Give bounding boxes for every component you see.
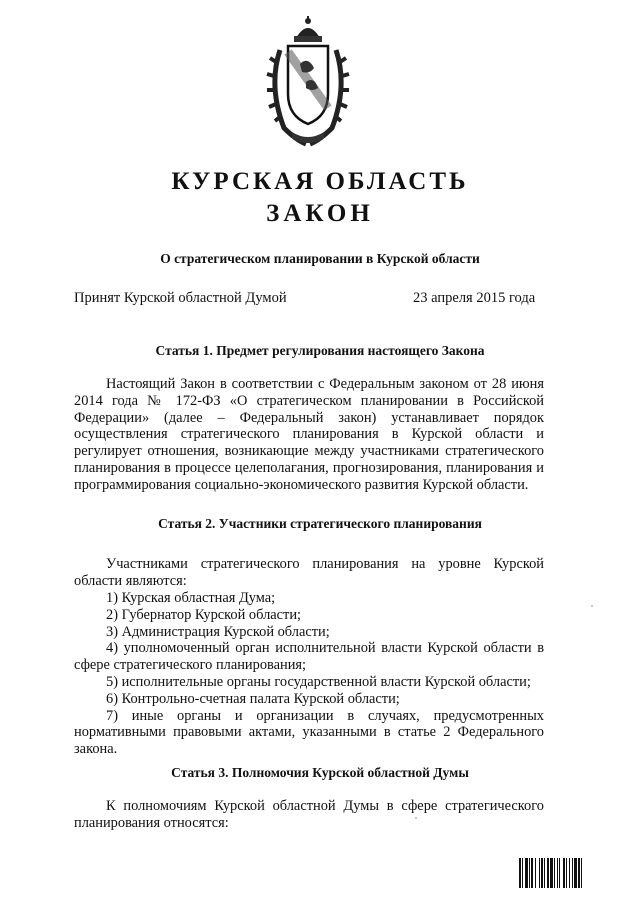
article-2-intro: Участниками стратегического планирования на уровне Курской области являются: bbox=[74, 556, 544, 589]
adopted-by: Принят Курской областной Думой bbox=[74, 290, 287, 306]
article-3-intro: К полномочиям Курской областной Думы в сфере стратегического планирования относятся: bbox=[74, 798, 544, 831]
list-item: 4) уполномоченный орган исполнительной власти Курской области в сфере стратегического планирования; bbox=[74, 640, 544, 674]
barcode-bar bbox=[539, 858, 540, 888]
article-2-intro-paragraph bbox=[74, 556, 544, 590]
barcode-bar bbox=[578, 858, 580, 888]
barcode-bar bbox=[522, 858, 523, 888]
barcode-bar bbox=[559, 858, 560, 888]
scan-speck bbox=[415, 817, 417, 819]
article-1-paragraph bbox=[74, 376, 544, 494]
barcode-bar bbox=[544, 858, 545, 888]
list-item: 5) исполнительные органы государственной власти Курской области; bbox=[106, 673, 531, 690]
barcode-bar bbox=[569, 858, 570, 888]
law-title: О стратегическом планировании в Курской области bbox=[160, 251, 480, 266]
list-item: 7) иные органы и организации в случаях, предусмотренных нормативными правовыми актами, указанными в статье 2 Федерального закона. bbox=[74, 707, 544, 758]
document-type: ЗАКОН bbox=[266, 200, 374, 227]
barcode-bar bbox=[574, 858, 577, 888]
barcode-bar bbox=[529, 858, 530, 888]
coat-of-arms-icon bbox=[266, 16, 350, 150]
article-2-heading: Статья 2. Участники стратегического планирования bbox=[158, 516, 482, 531]
article-3-intro-paragraph bbox=[74, 798, 544, 832]
participants-list bbox=[74, 590, 544, 758]
barcode-bar bbox=[519, 858, 521, 888]
barcode-bar bbox=[554, 858, 555, 888]
article-1-text: Настоящий Закон в соответствии с Федеральным законом от 28 июня 2014 года № 172-ФЗ «О стратегическом планировании в Российской Федерации» (далее – Федеральный закон) устанавливает порядок осуществления стратегического планирования в Курской области и регулирует отношения, возникающие между участниками стратегического планирования в процессе целеполагания, прогнозирования, планирования и программирования социально-экономического развития Курской области. bbox=[74, 376, 544, 493]
barcode-bar bbox=[566, 858, 567, 888]
barcode-icon bbox=[518, 858, 622, 888]
barcode-bar bbox=[535, 858, 536, 888]
scan-speck bbox=[591, 605, 593, 607]
article-3-heading: Статья 3. Полномочия Курской областной Думы bbox=[171, 765, 469, 780]
region-title: КУРСКАЯ ОБЛАСТЬ bbox=[171, 168, 469, 195]
barcode-bar bbox=[557, 858, 558, 888]
barcode-bar bbox=[525, 858, 528, 888]
list-item: 2) Губернатор Курской области; bbox=[106, 606, 302, 623]
barcode-bar bbox=[563, 858, 565, 888]
barcode-bar bbox=[581, 858, 582, 888]
list-item: 6) Контрольно-счетная палата Курской области; bbox=[106, 690, 400, 707]
barcode-bar bbox=[541, 858, 543, 888]
barcode-bar bbox=[550, 858, 553, 888]
list-item: 3) Администрация Курской области; bbox=[106, 623, 330, 640]
adoption-date: 23 апреля 2015 года bbox=[413, 290, 536, 306]
barcode-bar bbox=[547, 858, 549, 888]
barcode-bar bbox=[531, 858, 533, 888]
article-1-heading: Статья 1. Предмет регулирования настоящего Закона bbox=[155, 343, 485, 358]
barcode-bar bbox=[572, 858, 573, 888]
list-item: 1) Курская областная Дума; bbox=[106, 590, 276, 606]
